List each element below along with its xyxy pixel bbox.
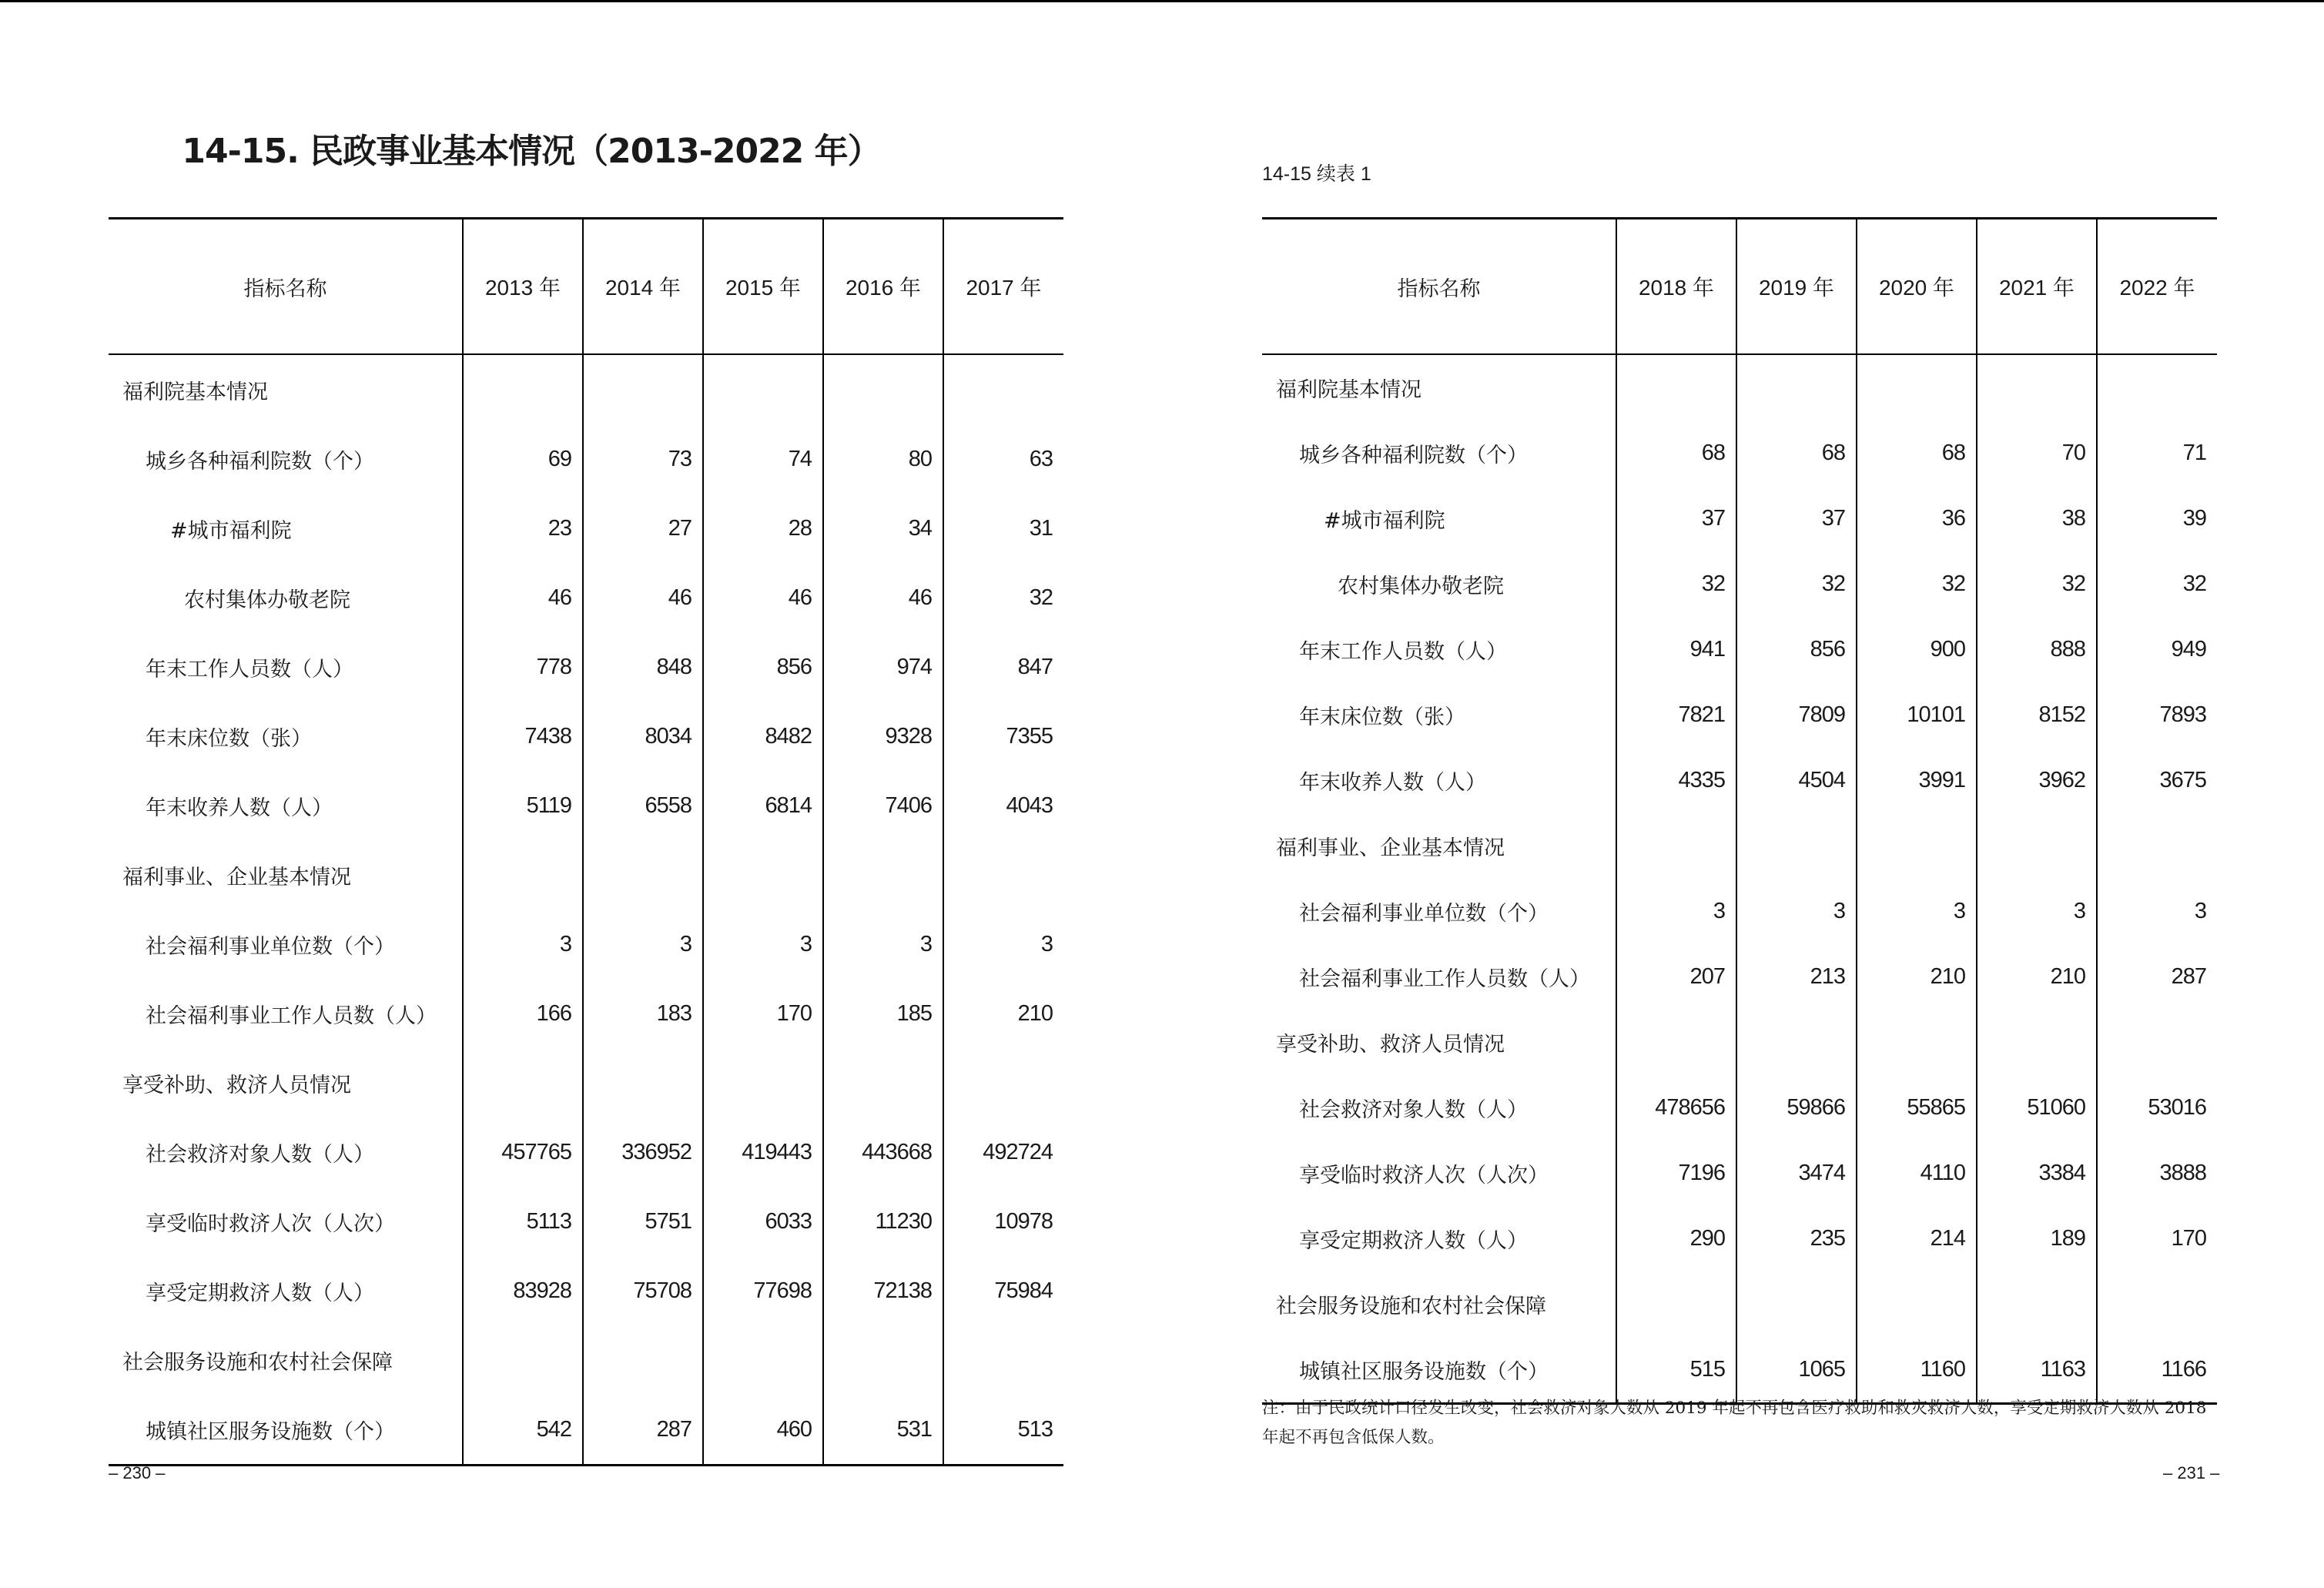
table-cell: 8482 xyxy=(703,702,823,771)
column-header-year: 2017 年 xyxy=(943,219,1063,355)
table-cell: 515 xyxy=(1616,1337,1736,1404)
table-cell xyxy=(463,1048,583,1117)
table-row xyxy=(1262,551,2217,617)
table-cell: 36 xyxy=(1857,486,1977,551)
table-cell: 4043 xyxy=(943,771,1063,840)
table-cell: 32 xyxy=(1977,551,2097,617)
table-cell xyxy=(463,354,583,424)
table-cell xyxy=(1977,354,2097,420)
table-cell: 5751 xyxy=(583,1187,703,1256)
table-cell: 1065 xyxy=(1736,1337,1857,1404)
table-row xyxy=(1262,486,2217,551)
table-row xyxy=(1262,1075,2217,1141)
table-cell xyxy=(703,354,823,424)
table-cell: 5119 xyxy=(463,771,583,840)
table-cell xyxy=(2097,1010,2217,1075)
table-cell: 3962 xyxy=(1977,748,2097,813)
table-cell: 8034 xyxy=(583,702,703,771)
table-cell: 72138 xyxy=(823,1256,943,1325)
row-label: 年末收养人数（人） xyxy=(146,796,333,820)
table-cell xyxy=(2097,354,2217,420)
table-cell: 419443 xyxy=(703,1117,823,1187)
table-cell: 492724 xyxy=(943,1117,1063,1187)
table-cell: 28 xyxy=(703,494,823,563)
table-note: 注：由于民政统计口径发生改变，社会救济对象人数从 2019 年起不再包含医疗救助和救灾救济人数，享受定期救济人数从 2018 年起不再包含低保人数。 xyxy=(1262,1399,2207,1447)
table-cell xyxy=(1977,813,2097,879)
table-section-row xyxy=(1262,1271,2217,1337)
table-row xyxy=(1262,944,2217,1010)
row-label: 社会救济对象人数（人） xyxy=(1299,1098,1528,1122)
column-header-year: 2014 年 xyxy=(583,219,703,355)
row-label: 农村集体办敬老院 xyxy=(184,588,350,612)
table-cell xyxy=(1857,354,1977,420)
table-cell xyxy=(1616,1010,1736,1075)
table-row xyxy=(109,632,1063,702)
row-label: 享受补助、救济人员情况 xyxy=(122,1073,351,1097)
row-label: 福利院基本情况 xyxy=(122,380,268,404)
table-cell xyxy=(1857,1010,1977,1075)
table-cell: 7355 xyxy=(943,702,1063,771)
table-row xyxy=(1262,1206,2217,1271)
table-cell: 3 xyxy=(1857,879,1977,944)
row-label: 年末床位数（张） xyxy=(146,726,312,751)
table-cell xyxy=(943,840,1063,910)
row-label: 城镇社区服务设施数（个） xyxy=(109,1395,463,1466)
table-cell: 63 xyxy=(943,424,1063,494)
table-cell: 1160 xyxy=(1857,1337,1977,1404)
row-label: 享受补助、救济人员情况 xyxy=(1276,1033,1505,1057)
table-row xyxy=(109,424,1063,494)
table-cell xyxy=(583,354,703,424)
table-cell: 7809 xyxy=(1736,682,1857,748)
table-row xyxy=(109,1117,1063,1187)
table-cell: 778 xyxy=(463,632,583,702)
table-header xyxy=(1262,219,2217,355)
table-cell xyxy=(2097,813,2217,879)
column-header-year: 2015 年 xyxy=(703,219,823,355)
table-cell: 847 xyxy=(943,632,1063,702)
table-cell: 6814 xyxy=(703,771,823,840)
table-cell: 166 xyxy=(463,979,583,1048)
table-cell: 11230 xyxy=(823,1187,943,1256)
table-cell: 949 xyxy=(2097,617,2217,682)
table-cell: 3 xyxy=(943,910,1063,979)
table-cell: 3 xyxy=(703,910,823,979)
table-cell: 32 xyxy=(1616,551,1736,617)
row-label: #城市福利院 xyxy=(170,518,292,543)
row-label: 社会福利事业单位数（个） xyxy=(146,934,395,959)
table-cell: 460 xyxy=(703,1395,823,1466)
table-cell: 3 xyxy=(1616,879,1736,944)
table-cell: 848 xyxy=(583,632,703,702)
row-label: 享受定期救济人数（人） xyxy=(146,1281,374,1305)
table-cell: 6033 xyxy=(703,1187,823,1256)
continuation-label: 14-15 续表 1 xyxy=(1262,163,1371,185)
table-row xyxy=(1262,420,2217,486)
table-cell: 51060 xyxy=(1977,1075,2097,1141)
table-cell: 10978 xyxy=(943,1187,1063,1256)
table-cell: 170 xyxy=(2097,1206,2217,1271)
row-label: #城市福利院 xyxy=(1324,509,1445,533)
table-cell xyxy=(943,354,1063,424)
table-row xyxy=(109,771,1063,840)
table-section-row xyxy=(1262,354,2217,420)
table-row xyxy=(1262,617,2217,682)
row-label: 城镇社区服务设施数（个） xyxy=(1262,1337,1616,1404)
row-label: 社会福利事业工作人员数（人） xyxy=(146,1003,437,1028)
table-section-row xyxy=(109,1325,1063,1395)
row-label: 社会服务设施和农村社会保障 xyxy=(122,1350,393,1375)
table-header xyxy=(109,219,1063,355)
table-cell: 235 xyxy=(1736,1206,1857,1271)
table-cell xyxy=(823,1325,943,1395)
column-header-year: 2020 年 xyxy=(1857,219,1977,355)
table-cell: 856 xyxy=(703,632,823,702)
table-cell: 10101 xyxy=(1857,682,1977,748)
table-cell: 6558 xyxy=(583,771,703,840)
table-cell xyxy=(463,1325,583,1395)
table-cell xyxy=(943,1325,1063,1395)
row-label: 年末工作人员数（人） xyxy=(1299,640,1507,664)
table-cell: 888 xyxy=(1977,617,2097,682)
table-cell: 287 xyxy=(2097,944,2217,1010)
column-header-year: 2019 年 xyxy=(1736,219,1857,355)
table-cell xyxy=(1977,1010,2097,1075)
table-cell: 7438 xyxy=(463,702,583,771)
table-cell: 38 xyxy=(1977,486,2097,551)
column-header-year: 2022 年 xyxy=(2097,219,2217,355)
table-section-row xyxy=(109,840,1063,910)
table-cell xyxy=(1736,813,1857,879)
data-table xyxy=(1262,217,2217,1405)
table-cell: 32 xyxy=(1736,551,1857,617)
table-row xyxy=(109,910,1063,979)
table-cell xyxy=(703,1048,823,1117)
table-cell: 287 xyxy=(583,1395,703,1466)
table-cell: 183 xyxy=(583,979,703,1048)
row-label: 城乡各种福利院数（个） xyxy=(146,449,374,474)
table-cell: 210 xyxy=(1857,944,1977,1010)
page-number: – 230 – xyxy=(109,1463,166,1482)
table-cell: 39 xyxy=(2097,486,2217,551)
row-label: 年末床位数（张） xyxy=(1299,705,1465,729)
table-cell: 32 xyxy=(1857,551,1977,617)
table-cell: 4504 xyxy=(1736,748,1857,813)
table-cell: 73 xyxy=(583,424,703,494)
table-cell: 7821 xyxy=(1616,682,1736,748)
table-section-row xyxy=(109,1048,1063,1117)
table-cell: 207 xyxy=(1616,944,1736,1010)
header-row xyxy=(1262,219,2217,355)
table-cell: 77698 xyxy=(703,1256,823,1325)
table-cell xyxy=(703,840,823,910)
table-cell: 69 xyxy=(463,424,583,494)
table-cell: 3 xyxy=(583,910,703,979)
table-cell: 185 xyxy=(823,979,943,1048)
table-cell xyxy=(2097,1271,2217,1337)
right-page xyxy=(1162,0,2324,1588)
table-row xyxy=(109,1187,1063,1256)
table-cell: 1163 xyxy=(1977,1337,2097,1404)
table-cell: 170 xyxy=(703,979,823,1048)
table-cell xyxy=(583,1325,703,1395)
table-section-row xyxy=(1262,1010,2217,1075)
table-cell xyxy=(1616,813,1736,879)
table-cell xyxy=(823,840,943,910)
table-cell: 900 xyxy=(1857,617,1977,682)
table-cell: 542 xyxy=(463,1395,583,1466)
table-cell: 31 xyxy=(943,494,1063,563)
row-label: 福利事业、企业基本情况 xyxy=(1276,836,1505,860)
table-row xyxy=(1262,879,2217,944)
table-row xyxy=(1262,1141,2217,1206)
table-cell: 32 xyxy=(943,563,1063,632)
row-label: 年末工作人员数（人） xyxy=(146,657,353,682)
table-cell: 478656 xyxy=(1616,1075,1736,1141)
table-cell xyxy=(1857,813,1977,879)
table-cell: 75708 xyxy=(583,1256,703,1325)
table-cell: 68 xyxy=(1616,420,1736,486)
row-label: 社会救济对象人数（人） xyxy=(146,1142,374,1167)
table-cell: 3 xyxy=(1977,879,2097,944)
table-cell: 941 xyxy=(1616,617,1736,682)
table-cell xyxy=(1736,1271,1857,1337)
table-cell: 443668 xyxy=(823,1117,943,1187)
table-cell: 74 xyxy=(703,424,823,494)
table-cell: 8152 xyxy=(1977,682,2097,748)
table-cell xyxy=(1616,1271,1736,1337)
row-label: 城乡各种福利院数（个） xyxy=(1299,444,1528,467)
table-cell xyxy=(823,1048,943,1117)
table-cell xyxy=(583,1048,703,1117)
table-cell: 27 xyxy=(583,494,703,563)
table-cell: 531 xyxy=(823,1395,943,1466)
table-body xyxy=(109,354,1063,1466)
column-header-name: 指标名称 xyxy=(109,219,463,355)
page-title: 14-15. 民政事业基本情况（2013-2022 年） xyxy=(182,132,881,171)
table-cell xyxy=(943,1048,1063,1117)
row-label: 社会福利事业单位数（个） xyxy=(1299,902,1549,926)
row-label: 农村集体办敬老院 xyxy=(1338,575,1504,598)
row-label: 福利院基本情况 xyxy=(1276,378,1422,402)
table-cell: 214 xyxy=(1857,1206,1977,1271)
table-section-row xyxy=(1262,813,2217,879)
table-cell: 71 xyxy=(2097,420,2217,486)
table-cell: 1166 xyxy=(2097,1337,2217,1404)
table-cell: 83928 xyxy=(463,1256,583,1325)
table-cell: 210 xyxy=(943,979,1063,1048)
table-cell: 3 xyxy=(2097,879,2217,944)
table-cell: 513 xyxy=(943,1395,1063,1466)
table-cell: 37 xyxy=(1736,486,1857,551)
table-cell: 46 xyxy=(823,563,943,632)
row-label: 社会服务设施和农村社会保障 xyxy=(1276,1295,1546,1318)
table-cell: 3675 xyxy=(2097,748,2217,813)
table-cell: 23 xyxy=(463,494,583,563)
row-label: 享受临时救济人次（人次） xyxy=(1299,1164,1549,1188)
table-cell xyxy=(583,840,703,910)
column-header-year: 2021 年 xyxy=(1977,219,2097,355)
row-label: 年末收养人数（人） xyxy=(1299,771,1486,795)
table-cell xyxy=(703,1325,823,1395)
table-cell: 3474 xyxy=(1736,1141,1857,1206)
table-cell: 3 xyxy=(1736,879,1857,944)
column-header-year: 2013 年 xyxy=(463,219,583,355)
row-label: 享受临时救济人次（人次） xyxy=(146,1211,395,1236)
table-row xyxy=(109,979,1063,1048)
table-cell: 46 xyxy=(703,563,823,632)
table-cell xyxy=(1736,1010,1857,1075)
table-cell: 7196 xyxy=(1616,1141,1736,1206)
table-cell: 9328 xyxy=(823,702,943,771)
table-cell: 3991 xyxy=(1857,748,1977,813)
table-section-row xyxy=(109,354,1063,424)
table-cell: 189 xyxy=(1977,1206,2097,1271)
table-cell: 3888 xyxy=(2097,1141,2217,1206)
table-cell: 7406 xyxy=(823,771,943,840)
table-row xyxy=(1262,748,2217,813)
table-body xyxy=(1262,354,2217,1404)
table-row xyxy=(109,494,1063,563)
table-cell: 210 xyxy=(1977,944,2097,1010)
table-cell xyxy=(823,354,943,424)
table-row xyxy=(109,702,1063,771)
header-row xyxy=(109,219,1063,355)
table-cell: 32 xyxy=(2097,551,2217,617)
table-cell: 59866 xyxy=(1736,1075,1857,1141)
table-cell: 68 xyxy=(1736,420,1857,486)
page-number: – 231 – xyxy=(2163,1463,2220,1482)
table-cell: 68 xyxy=(1857,420,1977,486)
table-cell: 46 xyxy=(463,563,583,632)
row-label: 享受定期救济人数（人） xyxy=(1299,1229,1528,1253)
table-cell: 974 xyxy=(823,632,943,702)
table-cell xyxy=(1736,354,1857,420)
column-header-year: 2016 年 xyxy=(823,219,943,355)
table-cell xyxy=(1977,1271,2097,1337)
table-cell: 80 xyxy=(823,424,943,494)
column-header-name: 指标名称 xyxy=(1262,219,1616,355)
table-cell: 37 xyxy=(1616,486,1736,551)
table-cell: 4110 xyxy=(1857,1141,1977,1206)
table-cell xyxy=(463,840,583,910)
table-row xyxy=(109,563,1063,632)
table-cell: 5113 xyxy=(463,1187,583,1256)
row-label: 福利事业、企业基本情况 xyxy=(122,865,351,889)
table-row xyxy=(1262,682,2217,748)
table-cell: 75984 xyxy=(943,1256,1063,1325)
table-cell: 53016 xyxy=(2097,1075,2217,1141)
table-cell: 3384 xyxy=(1977,1141,2097,1206)
table-cell: 3 xyxy=(463,910,583,979)
table-cell: 213 xyxy=(1736,944,1857,1010)
table-cell: 46 xyxy=(583,563,703,632)
row-label: 社会福利事业工作人员数（人） xyxy=(1299,967,1590,991)
table-cell: 7893 xyxy=(2097,682,2217,748)
column-header-year: 2018 年 xyxy=(1616,219,1736,355)
table-cell: 290 xyxy=(1616,1206,1736,1271)
table-cell: 4335 xyxy=(1616,748,1736,813)
table-cell: 34 xyxy=(823,494,943,563)
table-cell: 336952 xyxy=(583,1117,703,1187)
data-table xyxy=(109,217,1063,1466)
table-cell: 3 xyxy=(823,910,943,979)
table-cell xyxy=(1857,1271,1977,1337)
table-cell: 55865 xyxy=(1857,1075,1977,1141)
table-row xyxy=(109,1256,1063,1325)
table-cell: 70 xyxy=(1977,420,2097,486)
table-cell: 856 xyxy=(1736,617,1857,682)
table-cell: 457765 xyxy=(463,1117,583,1187)
table-row xyxy=(109,1395,1063,1466)
table-cell xyxy=(1616,354,1736,420)
